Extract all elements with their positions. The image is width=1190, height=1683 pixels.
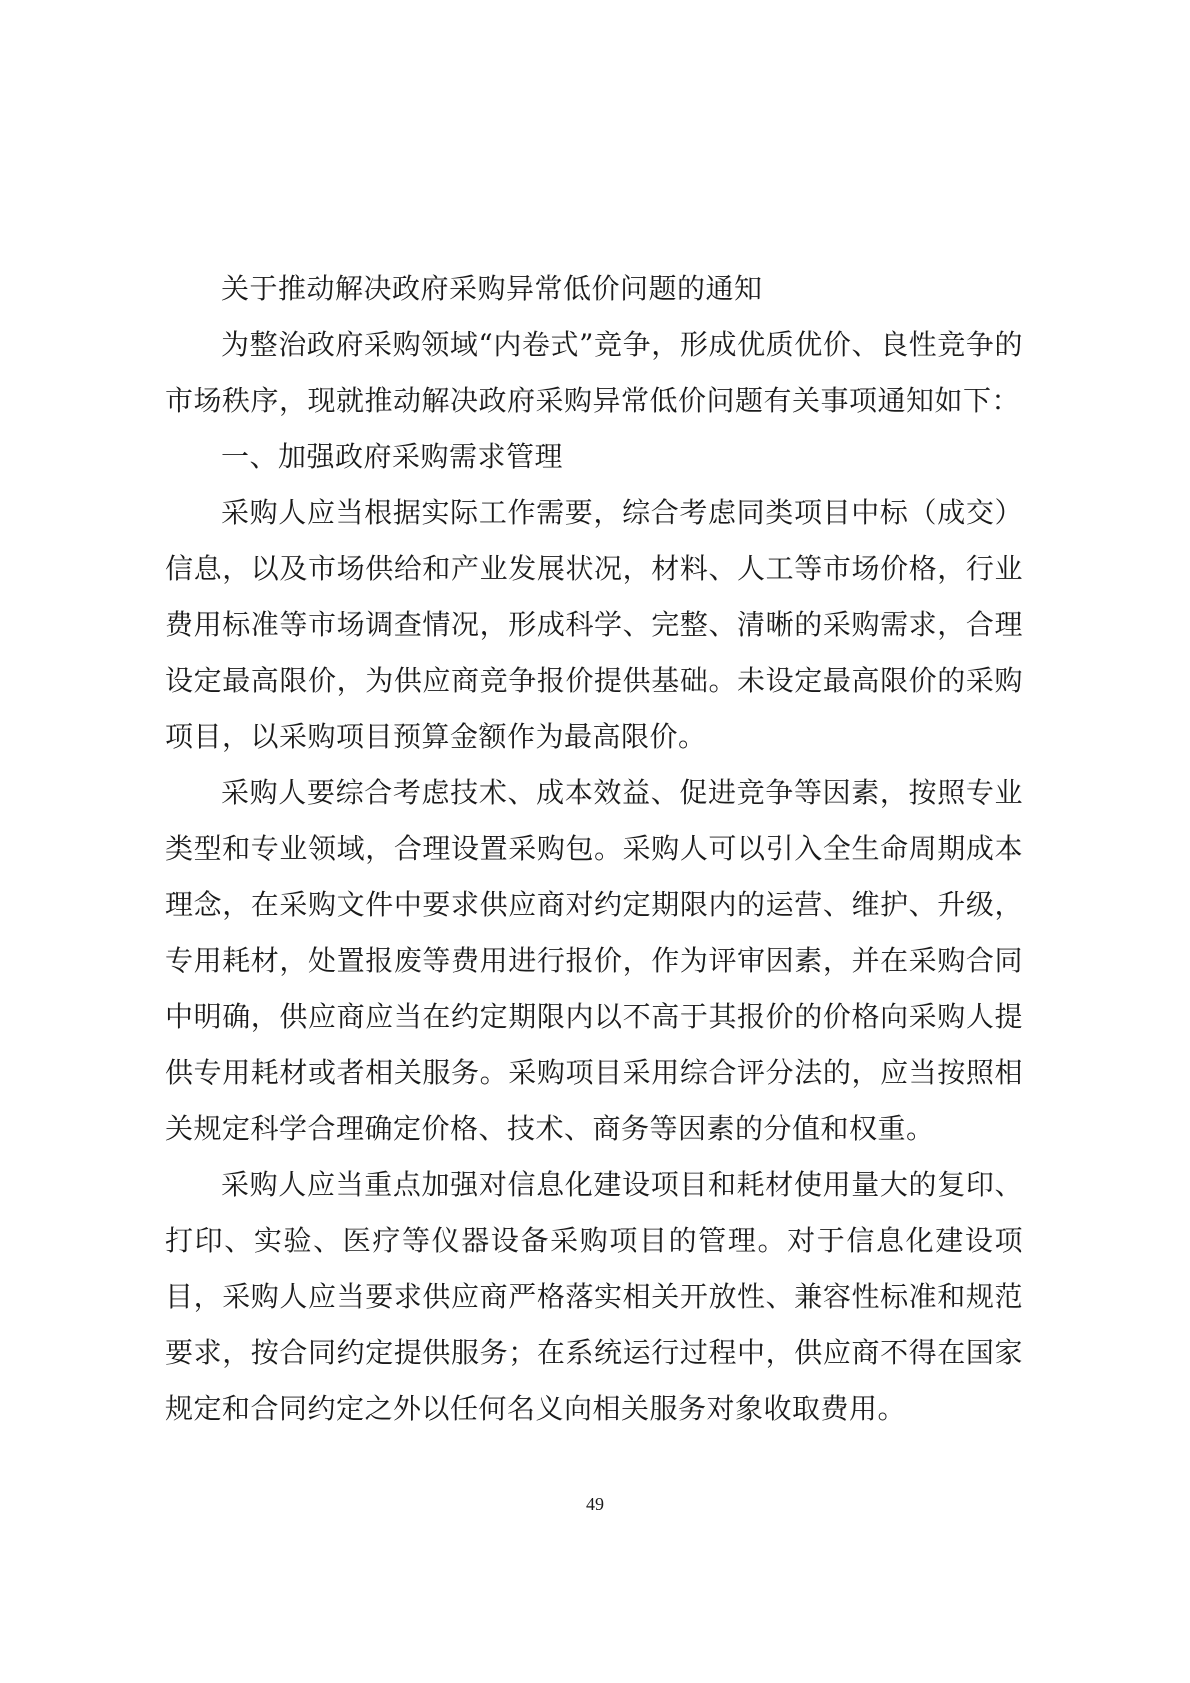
body-paragraph: 采购人应当重点加强对信息化建设项目和耗材使用量大的复印、打印、实验、医疗等仪器设备采购项目的管理。对于信息化建设项目，采购人应当要求供应商严格落实相关开放性、兼容性标准和规范要求，按合同约定提供服务；在系统运行过程中，供应商不得在国家规定和合同约定之外以任何名义向相关服务对象收取费用。 <box>165 1168 1023 1425</box>
section-heading: 一、加强政府采购需求管理 <box>221 440 564 473</box>
page-number: 49 <box>586 1494 604 1514</box>
body-paragraph: 采购人应当根据实际工作需要，综合考虑同类项目中标（成交）信息，以及市场供给和产业发展状况，材料、人工等市场价格，行业费用标准等市场调查情况，形成科学、完整、清晰的采购需求，合理设定最高限价，为供应商竞争报价提供基础。未设定最高限价的采购项目，以采购项目预算金额作为最高限价。 <box>165 496 1023 753</box>
body-paragraph: 采购人要综合考虑技术、成本效益、促进竞争等因素，按照专业类型和专业领域，合理设置采购包。采购人可以引入全生命周期成本理念，在采购文件中要求供应商对约定期限内的运营、维护、升级，专用耗材，处置报废等费用进行报价，作为评审因素，并在采购合同中明确，供应商应当在约定期限内以不高于其报价的价格向采购人提供专用耗材或者相关服务。采购项目采用综合评分法的，应当按照相关规定科学合理确定价格、技术、商务等因素的分值和权重。 <box>165 776 1023 1145</box>
intro-paragraph: 为整治政府采购领域“内卷式”竞争，形成优质优价、良性竞争的市场秩序，现就推动解决政府采购异常低价问题有关事项通知如下： <box>165 328 1023 417</box>
document-title: 关于推动解决政府采购异常低价问题的通知 <box>221 272 763 305</box>
document-body <box>165 261 1023 1437</box>
